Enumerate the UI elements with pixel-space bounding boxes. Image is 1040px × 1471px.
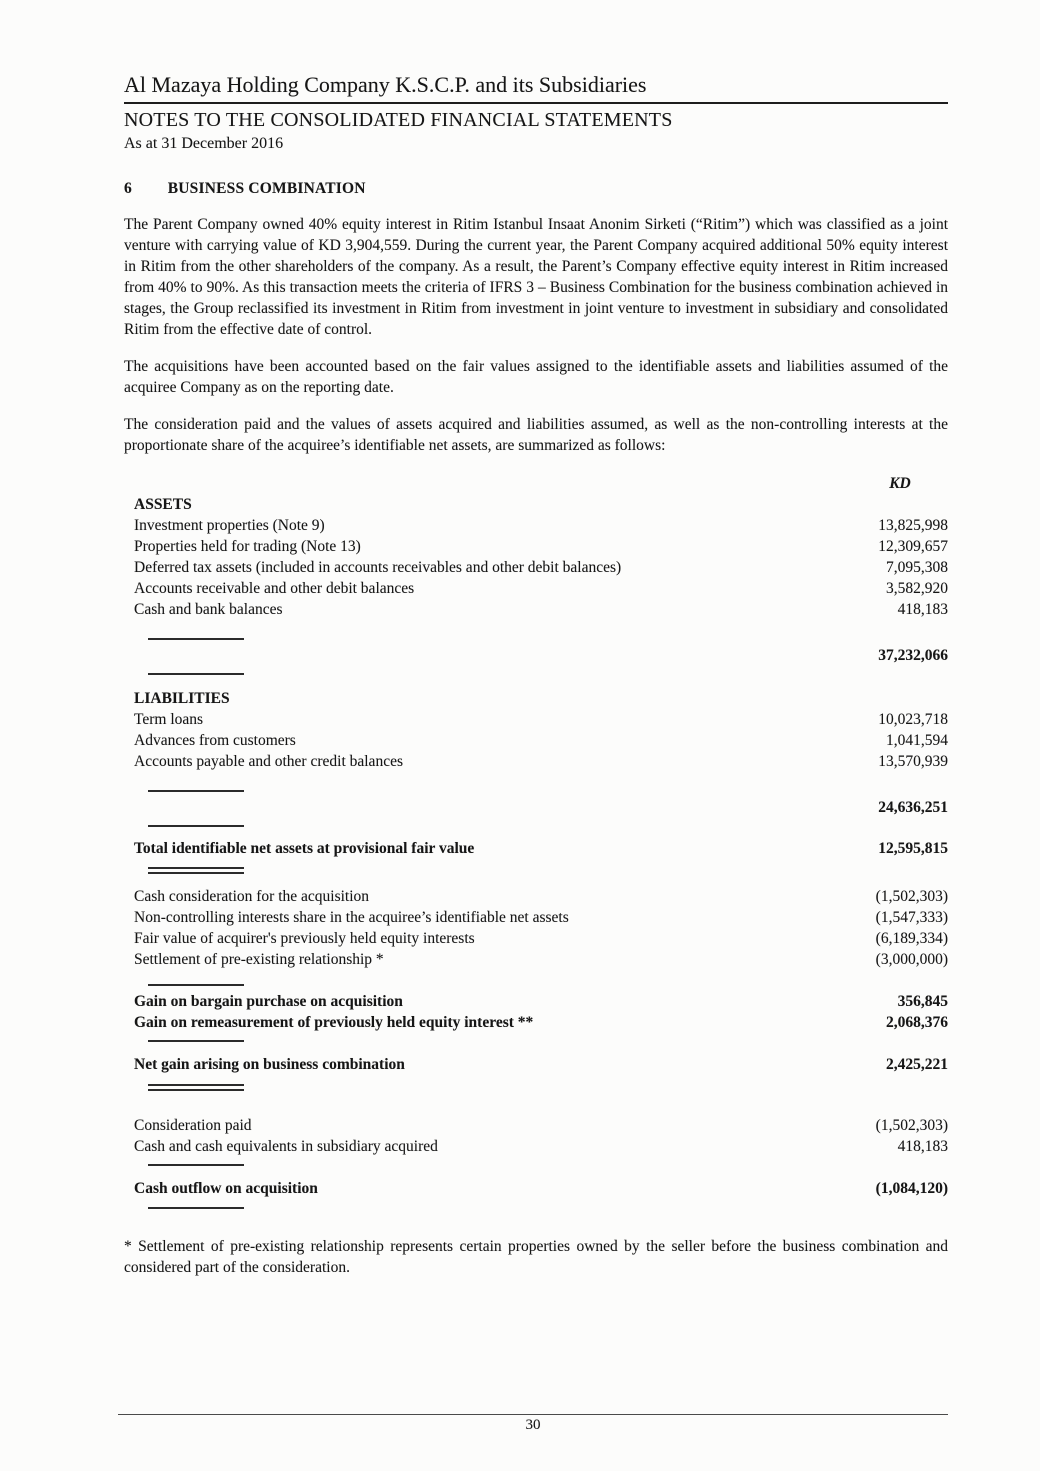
paragraph-2: The acquisitions have been accounted based on the fair values assigned to the identifiable assets and liabilities assumed of the acquiree Company as on the reporting date. [124,358,948,396]
single-rule-line [148,984,244,986]
row-label: Fair value of acquirer's previously held equity interests [134,930,475,947]
rule-cell [124,1207,246,1209]
row-label: Accounts receivable and other debit balances [134,580,415,597]
table-rule-row [124,673,948,675]
note-title: BUSINESS COMBINATION [167,180,366,197]
row-label: Consideration paid [134,1117,252,1134]
amount-cell: 12,595,815 [878,840,948,857]
rule-cell [124,984,246,986]
amount-cell: 2,068,376 [886,1014,948,1031]
rule-cell [124,867,246,874]
footnote: * Settlement of pre-existing relationship represents certain properties owned by the seller before the business combination and considered part of the consideration. [124,1238,948,1276]
row-label: Advances from customers [134,732,296,749]
table-row-item [124,949,948,970]
table-row-item [124,907,948,928]
amount-cell: (1,502,303) [875,888,948,905]
row-label: Settlement of pre-existing relationship * [134,951,384,968]
rule-cell [124,638,246,640]
table-rule-row [124,638,948,640]
table-row-item [124,1178,948,1199]
row-label: LIABILITIES [134,690,230,707]
row-label: Net gain arising on business combination [134,1056,405,1073]
company-name: Al Mazaya Holding Company K.S.C.P. and its Subsidiaries [124,72,948,104]
row-label: Term loans [134,711,204,728]
table-row-item [124,886,948,907]
table-row-item [124,1115,948,1136]
note-heading [124,180,948,198]
table-row-item [124,751,948,772]
amount-cell: 13,570,939 [878,753,948,770]
table-row-item [124,599,948,620]
amount-cell: (1,502,303) [875,1117,948,1134]
table-row-colheader [124,473,948,494]
table-rule-row [124,1084,948,1091]
row-label: Cash consideration for the acquisition [134,888,370,905]
document-title: NOTES TO THE CONSOLIDATED FINANCIAL STATEMENTS [124,109,673,131]
amount-cell: 2,425,221 [886,1056,948,1073]
single-rule-line [148,638,244,640]
table-row-item [124,515,948,536]
table-rule-row [124,1164,948,1166]
table-rule-row [124,825,948,827]
amount-cell: (3,000,000) [875,951,948,968]
table-row-item [124,797,948,818]
note-number: 6 [124,180,132,197]
amount-cell: (6,189,334) [875,930,948,947]
amount-cell: 37,232,066 [878,647,948,664]
amount-cell: 418,183 [897,1138,948,1155]
table-row-item [124,1054,948,1075]
table-row-item [124,838,948,859]
table-row-item [124,928,948,949]
single-rule-line [148,1164,244,1166]
amount-cell: 24,636,251 [878,799,948,816]
row-label: Non-controlling interests share in the acquiree’s identifiable net assets [134,909,569,926]
row-label: Gain on remeasurement of previously held equity interest ** [134,1014,534,1031]
row-label: Properties held for trading (Note 13) [134,538,361,555]
row-label: Cash outflow on acquisition [134,1180,318,1197]
page-footer [118,1414,948,1434]
single-rule-line [148,1040,244,1042]
rule-cell [124,1084,246,1091]
page-number: 30 [525,1417,541,1433]
table-rule-row [124,1040,948,1042]
table-row-item [124,557,948,578]
paragraph-3: The consideration paid and the values of assets acquired and liabilities assumed, as well as the non-controlling interests at the proportionate share of the acquiree’s identifiable net assets, are summarized as follows: [124,416,948,454]
amount-cell: (1,547,333) [875,909,948,926]
row-label: Deferred tax assets (included in accounts receivables and other debit balances) [134,559,622,576]
table-row-item [124,1136,948,1157]
table-row-item [124,645,948,666]
amount-cell: 1,041,594 [886,732,948,749]
table-row-item [124,578,948,599]
paragraph-1: The Parent Company owned 40% equity interest in Ritim Istanbul Insaat Anonim Sirketi (“Ritim”) which was classified as a joint venture with carrying value of KD 3,904,559. During the current year, the Parent Company acquired additional 50% equity interest in Ritim from the other shareholders of the company. As a result, the Parent’s Company effective equity interest in Ritim increased from 40% to 90%. As this transaction meets the criteria of IFRS 3 – Business Combination for the business combination achieved in stages, the Group reclassified its investment in Ritim from investment in joint venture to investment in subsidiary and consolidated Ritim from the effective date of control. [124,216,948,338]
row-label: Total identifiable net assets at provisional fair value [134,840,475,857]
page-header [124,72,948,153]
table-row-item [124,1012,948,1033]
row-label: Accounts payable and other credit balances [134,753,403,770]
footer-divider [118,1414,948,1415]
table-row-item [124,709,948,730]
single-rule-line [148,1207,244,1209]
amount-cell: (1,084,120) [875,1180,948,1197]
table-rule-row [124,790,948,792]
rule-cell [124,825,246,827]
row-label: Cash and bank balances [134,601,283,618]
table-rule-row [124,1207,948,1209]
rule-cell [124,1040,246,1042]
single-rule-line [148,825,244,827]
table-rule-row [124,867,948,874]
amount-cell: 3,582,920 [886,580,948,597]
table-row-item [124,536,948,557]
rule-cell [124,1164,246,1166]
double-rule-line [148,867,244,874]
note-section [124,180,948,1278]
table-row-section [124,494,948,515]
amount-cell: 13,825,998 [878,517,948,534]
single-rule-line [148,673,244,675]
financial-table [124,473,948,1209]
row-label: ASSETS [134,496,192,513]
currency-header: KD [889,475,911,492]
rule-cell [124,790,246,792]
table-row-item [124,991,948,1012]
amount-cell: 418,183 [897,601,948,618]
amount-cell: 356,845 [897,993,948,1010]
rule-cell [124,673,246,675]
table-rule-row [124,984,948,986]
amount-cell: 7,095,308 [886,559,948,576]
table-row-section [124,688,948,709]
double-rule-line [148,1084,244,1091]
row-label: Cash and cash equivalents in subsidiary acquired [134,1138,438,1155]
amount-cell: 10,023,718 [878,711,948,728]
single-rule-line [148,790,244,792]
table-row-item [124,730,948,751]
amount-cell: 12,309,657 [878,538,948,555]
row-label: Investment properties (Note 9) [134,517,325,534]
row-label: Gain on bargain purchase on acquisition [134,993,403,1010]
amount-cell [826,473,948,494]
document-date: As at 31 December 2016 [124,135,284,152]
